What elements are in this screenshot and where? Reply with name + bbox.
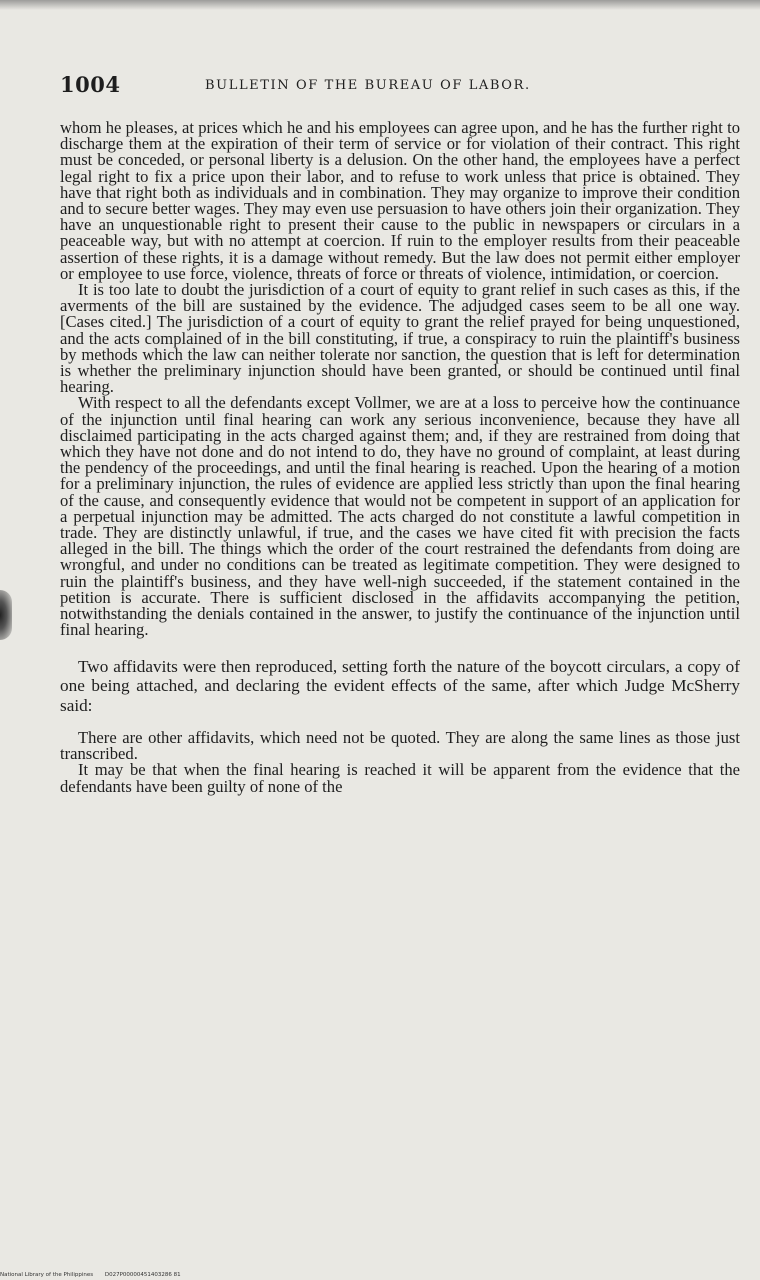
paragraph-continuation: whom he pleases, at prices which he and his employees can agree upon, and he has the further right to discharge them at the expiration of their term of service or for violation of their contract. This right must be conceded, or personal liberty is a delusion. On the other hand, the employees have a perfect legal right to fix a price upon their labor, and to refuse to work unless that price is obtained. They have that right both as individuals and in combination. They may organize to improve their condition and to secure better wages. They may even use persuasion to have others join their organization. They have an unquestionable right to present their cause to the public in newspapers or circulars in a peaceable way, but with no attempt at coercion. If ruin to the employer results from their peaceable assertion of these rights, it is a damage without remedy. But the law does not permit either employer or employee to use force, violence, threats of force or threats of violence, intimidation, or coercion. xyxy=(60,118,740,283)
page-top-edge xyxy=(0,0,760,10)
paragraph-jurisdiction: It is too late to doubt the jurisdiction of a court of equity to grant relief in such cases as this, if the averments of the bill are sustained by the evidence. The adjudged cases seem to be all one way. [Cases cited.] The jurisdiction of a court of equity to grant the relief prayed for being unquestioned, and the acts complained of in the bill constituting, if true, a conspiracy to ruin the plaintiff's business by methods which the law can neither tolerate nor sanction, the question that is left for determination is whether the preliminary injunction should have been granted, or should be continued until final hearing. xyxy=(60,280,740,397)
scan-barcode: D027P00000451403286 81 xyxy=(104,1272,181,1278)
library-credit: National Library of the Philippines xyxy=(0,1272,94,1278)
body-text xyxy=(60,120,740,795)
paragraph-defendants: With respect to all the defendants except Vollmer, we are at a loss to perceive how the continuance of the injunction until final hearing can work any serious inconvenience, because they have all disclaimed participating in the acts charged against them; and, if they are restrained from doing that which they have not done and do not intend to do, they have no ground of complaint, at least during the pendency of the proceedings, and until the final hearing is reached. Upon the hearing of a motion for a preliminary injunction, the rules of evidence are applied less strictly than upon the final hearing of the cause, and consequently evidence that would not be competent in support of an application for a perpetual injunction may be admitted. The acts charged do not constitute a lawful competition in trade. They are distinctly unlawful, if true, and the cases we have cited fit with precision the facts alleged in the bill. The things which the order of the court restrained the defendants from doing are wrongful, and under no conditions can be treated as legitimate competition. They were designed to ruin the plaintiff's business, and they have well-nigh succeeded, if the statement contained in the petition is accurate. There is sufficient disclosed in the affidavits accompanying the petition, notwithstanding the denials contained in the answer, to justify the continuance of the injunction until final hearing. xyxy=(60,393,740,640)
paragraph-affidavits-narrative: Two affidavits were then reproduced, setting forth the nature of the boycott circulars, a copy of one being attached, and declaring the evident effects of the same, after which Judge McSherry said: xyxy=(60,656,740,715)
page-header xyxy=(60,72,740,102)
paragraph-other-affidavits: There are other affidavits, which need not be quoted. They are along the same lines as those just transcribed. xyxy=(60,728,740,764)
running-head: BULLETIN OF THE BUREAU OF LABOR. xyxy=(205,78,531,93)
binding-shadow xyxy=(0,590,12,640)
page-number: 1004 xyxy=(60,72,121,97)
scan-footer xyxy=(0,1272,760,1278)
paragraph-final-hearing: It may be that when the final hearing is reached it will be apparent from the evidence that the defendants have been guilty of none of the xyxy=(60,760,740,796)
